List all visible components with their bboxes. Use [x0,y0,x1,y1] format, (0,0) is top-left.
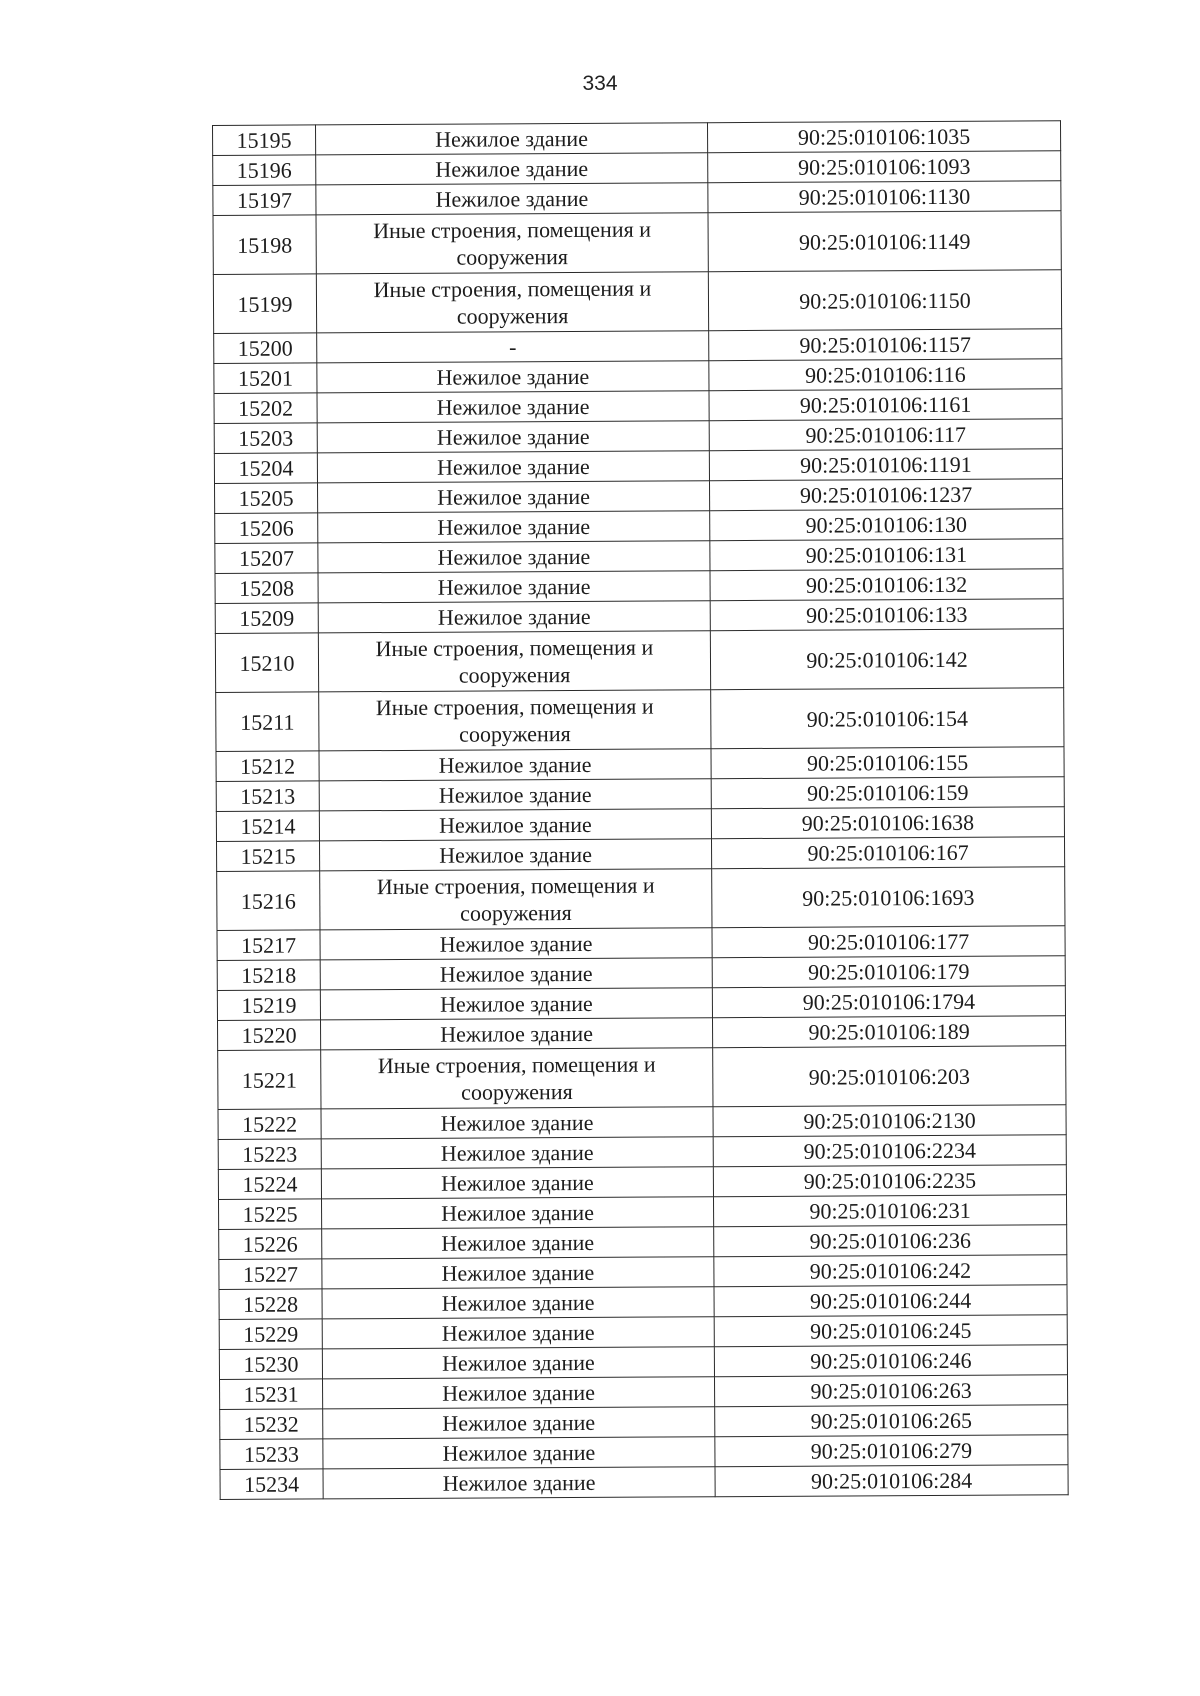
cadastral-number-cell: 90:25:010106:245 [714,1315,1067,1347]
object-type-cell [316,213,708,274]
table-row [213,270,1061,334]
row-number-cell: 15203 [214,423,317,454]
object-type-cell [317,361,709,393]
object-type-cell [323,1437,715,1469]
row-number-cell: 15222 [218,1109,321,1140]
row-number-cell: 15226 [219,1229,322,1260]
row-number-cell: 15234 [220,1469,323,1500]
cadastral-number-cell: 90:25:010106:244 [714,1285,1067,1317]
table-row [214,419,1062,454]
row-number-cell: 15205 [215,483,318,514]
cadastral-number-cell: 90:25:010106:2234 [713,1135,1066,1167]
object-type-text: Нежилое здание [437,483,590,510]
row-number-cell: 15199 [213,274,316,334]
table-row [216,807,1064,842]
object-type-text: Нежилое здание [436,423,590,450]
object-type-text: Нежилое здание [442,1469,596,1496]
object-type-cell [316,272,708,333]
cadastral-number-cell: 90:25:010106:132 [710,569,1063,601]
object-type-text: Нежилое здание [439,960,593,987]
row-number-cell: 15219 [217,990,320,1021]
object-type-text: Нежилое здание [437,573,591,600]
object-type-text: Нежилое здание [435,185,589,212]
table-row [215,479,1063,514]
table-row [218,1165,1066,1200]
row-number-cell: 15210 [215,633,318,693]
object-type-text: Нежилое здание [438,811,592,838]
object-type-cell [321,1167,713,1199]
object-type-text: Нежилое здание [440,1169,594,1196]
object-type-text: Нежилое здание [437,543,591,570]
object-type-cell [318,511,710,543]
row-number-cell: 15204 [214,453,317,484]
cadastral-number-cell: 90:25:010106:1035 [707,121,1060,153]
object-type-cell [316,153,708,185]
table-row [213,181,1061,216]
object-type-cell [316,183,708,215]
object-type-text: Нежилое здание [438,751,592,778]
row-number-cell: 15231 [220,1379,323,1410]
object-type-text: Иные строения, помещения и сооружения [375,634,654,688]
object-type-text: Нежилое здание [439,930,593,957]
cadastral-number-cell: 90:25:010106:130 [710,509,1063,541]
cadastral-number-cell: 90:25:010106:1130 [708,181,1061,213]
table-row [220,1375,1068,1410]
object-type-text: Нежилое здание [437,603,591,630]
object-type-cell [320,1018,712,1050]
object-type-text: Нежилое здание [442,1439,596,1466]
table-row [217,956,1065,991]
table-row [215,539,1063,574]
cadastral-number-cell: 90:25:010106:263 [714,1375,1067,1407]
object-type-text: Нежилое здание [442,1409,596,1436]
object-type-text: Нежилое здание [441,1289,595,1316]
row-number-cell: 15221 [218,1050,321,1110]
row-number-cell: 15211 [216,692,319,752]
object-type-cell [323,1467,715,1499]
row-number-cell: 15206 [215,513,318,544]
object-type-cell [318,541,710,573]
row-number-cell: 15232 [220,1409,323,1440]
table-row [220,1405,1068,1440]
table-row [213,211,1061,275]
table-row [220,1435,1068,1470]
table-row [214,449,1062,484]
cadastral-number-cell: 90:25:010106:133 [710,599,1063,631]
cadastral-number-cell: 90:25:010106:177 [712,926,1065,958]
object-type-text: Нежилое здание [439,990,593,1017]
object-type-text: Нежилое здание [435,125,588,152]
cadastral-number-cell: 90:25:010106:1149 [708,211,1061,272]
table-row [215,629,1063,693]
cadastral-number-cell: 90:25:010106:159 [711,777,1064,809]
object-type-text: Нежилое здание [441,1319,595,1346]
object-type-cell [322,1257,714,1289]
object-type-text: Нежилое здание [441,1349,595,1376]
table-row [218,1016,1066,1051]
object-type-text: Нежилое здание [441,1259,595,1286]
object-type-cell [317,331,709,363]
cadastral-number-cell: 90:25:010106:116 [709,359,1062,391]
row-number-cell: 15216 [217,871,320,931]
row-number-cell: 15215 [217,841,320,872]
object-type-cell [321,1048,713,1109]
object-type-cell [319,779,711,811]
object-type-text: Нежилое здание [437,513,591,540]
row-number-cell: 15202 [214,393,317,424]
table-row [219,1195,1067,1230]
object-type-text: Нежилое здание [436,453,590,480]
row-number-cell: 15200 [214,333,317,364]
registry-table [212,120,1069,1500]
table-row [218,1105,1066,1140]
object-type-text: Нежилое здание [442,1379,595,1406]
object-type-cell [319,690,711,751]
object-type-cell [322,1347,714,1379]
row-number-cell: 15209 [215,603,318,634]
table-row [219,1285,1067,1320]
cadastral-number-cell: 90:25:010106:1157 [709,329,1062,361]
cadastral-number-cell: 90:25:010106:142 [710,629,1063,690]
cadastral-number-cell: 90:25:010106:1693 [712,867,1065,928]
cadastral-number-cell: 90:25:010106:284 [715,1465,1068,1497]
object-type-cell [320,869,712,930]
table-row [220,1465,1068,1500]
table-row [216,747,1064,782]
object-type-cell [318,481,710,513]
row-number-cell: 15207 [215,543,318,574]
row-number-cell: 15224 [218,1169,321,1200]
cadastral-number-cell: 90:25:010106:236 [714,1225,1067,1257]
table-row [213,121,1061,156]
object-type-cell [318,571,710,603]
cadastral-number-cell: 90:25:010106:231 [713,1195,1066,1227]
table-row [218,1046,1066,1110]
cadastral-number-cell: 90:25:010106:1093 [708,151,1061,183]
object-type-cell [317,421,709,453]
row-number-cell: 15195 [213,125,316,156]
object-type-cell [318,601,710,633]
object-type-cell [321,1107,713,1139]
table-row [219,1225,1067,1260]
object-type-cell [320,958,712,990]
table-row [219,1255,1067,1290]
object-type-text: Иные строения, помещения и сооружения [377,1051,656,1105]
object-type-text: Нежилое здание [436,393,590,420]
row-number-cell: 15227 [219,1259,322,1290]
object-type-text: Иные строения, помещения и сооружения [373,216,652,270]
cadastral-number-cell: 90:25:010106:131 [710,539,1063,571]
object-type-cell [322,1227,714,1259]
object-type-cell [320,839,712,871]
row-number-cell: 15225 [219,1199,322,1230]
object-type-cell [321,1137,713,1169]
object-type-text: Иные строения, помещения и сооружения [375,693,654,747]
object-type-cell [323,1407,715,1439]
cadastral-number-cell: 90:25:010106:154 [711,688,1064,749]
object-type-cell [319,749,711,781]
table-row [216,777,1064,812]
table-row [215,599,1063,634]
object-type-text: Нежилое здание [440,1139,594,1166]
object-type-text: Нежилое здание [438,781,592,808]
table-row [214,359,1062,394]
cadastral-number-cell: 90:25:010106:167 [711,837,1064,869]
row-number-cell: 15220 [218,1020,321,1051]
cadastral-number-cell: 90:25:010106:1161 [709,389,1062,421]
row-number-cell: 15196 [213,155,316,186]
object-type-cell [320,928,712,960]
cadastral-number-cell: 90:25:010106:265 [715,1405,1068,1437]
object-type-text: Нежилое здание [441,1199,594,1226]
table-row [219,1315,1067,1350]
row-number-cell: 15198 [213,215,316,275]
object-type-text: Иные строения, помещения и сооружения [376,872,655,926]
cadastral-number-cell: 90:25:010106:155 [711,747,1064,779]
cadastral-number-cell: 90:25:010106:279 [715,1435,1068,1467]
object-type-text: - [509,334,517,360]
cadastral-number-cell: 90:25:010106:189 [712,1016,1065,1048]
object-type-cell [318,631,710,692]
table-row [213,151,1061,186]
row-number-cell: 15228 [219,1289,322,1320]
cadastral-number-cell: 90:25:010106:2235 [713,1165,1066,1197]
table-row [217,986,1065,1021]
object-type-text: Иные строения, помещения и сооружения [373,275,652,329]
registry-table-body [213,121,1069,1500]
row-number-cell: 15233 [220,1439,323,1470]
row-number-cell: 15208 [215,573,318,604]
row-number-cell: 15201 [214,363,317,394]
table-row [218,1135,1066,1170]
cadastral-number-cell: 90:25:010106:117 [709,419,1062,451]
object-type-cell [323,1377,715,1409]
object-type-cell [317,451,709,483]
table-row [215,569,1063,604]
table-row [217,926,1065,961]
page-number: 334 [582,72,618,95]
cadastral-number-cell: 90:25:010106:246 [714,1345,1067,1377]
cadastral-number-cell: 90:25:010106:1638 [711,807,1064,839]
row-number-cell: 15229 [219,1319,322,1350]
cadastral-number-cell: 90:25:010106:1150 [708,270,1061,331]
cadastral-number-cell: 90:25:010106:2130 [713,1105,1066,1137]
table-row [217,837,1065,872]
object-type-cell [319,809,711,841]
object-type-cell [322,1287,714,1319]
object-type-text: Нежилое здание [439,841,592,868]
cadastral-number-cell: 90:25:010106:1794 [712,986,1065,1018]
row-number-cell: 15197 [213,185,316,216]
object-type-text: Нежилое здание [441,1229,595,1256]
object-type-cell [322,1317,714,1349]
row-number-cell: 15212 [216,751,319,782]
object-type-text: Нежилое здание [435,155,589,182]
table-row [217,867,1065,931]
object-type-cell [320,988,712,1020]
table-row [215,509,1063,544]
cadastral-number-cell: 90:25:010106:1191 [709,449,1062,481]
row-number-cell: 15230 [219,1349,322,1380]
row-number-cell: 15213 [216,781,319,812]
row-number-cell: 15214 [216,811,319,842]
cadastral-number-cell: 90:25:010106:179 [712,956,1065,988]
row-number-cell: 15223 [218,1139,321,1170]
object-type-cell [321,1197,713,1229]
object-type-text: Нежилое здание [436,363,590,390]
object-type-cell [316,123,708,155]
registry-table-container [212,120,1068,1500]
row-number-cell: 15218 [217,960,320,991]
table-row [219,1345,1067,1380]
cadastral-number-cell: 90:25:010106:203 [713,1046,1066,1107]
cadastral-number-cell: 90:25:010106:1237 [709,479,1062,511]
object-type-cell [317,391,709,423]
object-type-text: Нежилое здание [440,1109,594,1136]
object-type-text: Нежилое здание [440,1020,593,1047]
table-row [214,389,1062,424]
table-row [214,329,1062,364]
row-number-cell: 15217 [217,930,320,961]
table-row [216,688,1064,752]
cadastral-number-cell: 90:25:010106:242 [714,1255,1067,1287]
